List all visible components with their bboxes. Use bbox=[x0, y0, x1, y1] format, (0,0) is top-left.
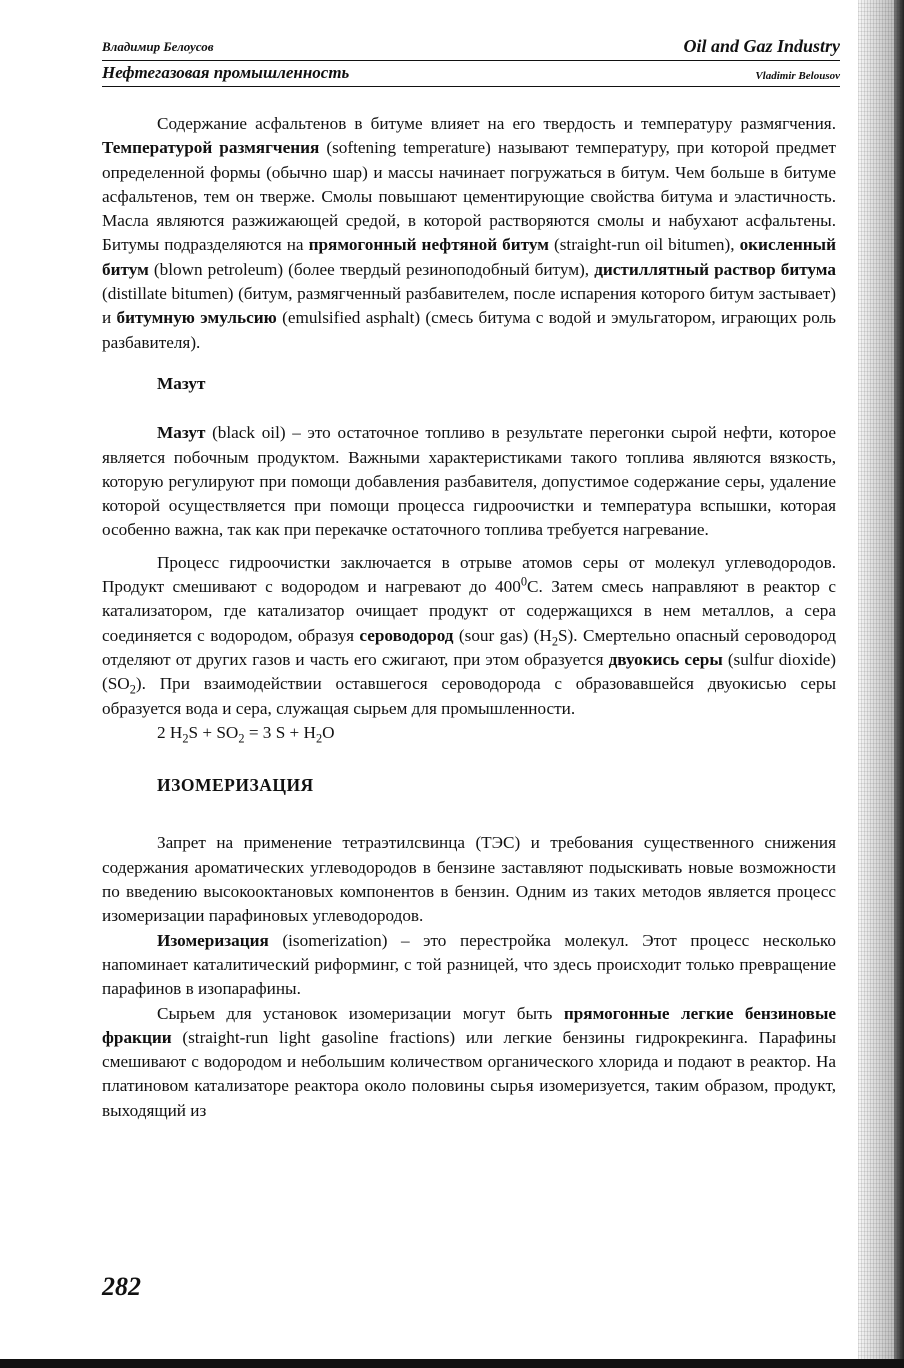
paragraph-isomerization-feedstock: Сырьем для установок изомеризации могут быть прямогонные легкие бензиновые фракции (straight-run light gasoline fractions) или легкие бензины гидрокрекинга. Парафины смешивают с водородом и небольшим количеством органического хлорида и подают в реактор. На платиновом катализаторе реактора около половины сырья изомеризуется, таким образом, продукт, выходящий из bbox=[102, 1003, 836, 1120]
running-header-bottom bbox=[102, 62, 840, 87]
header-author-en: Vladimir Belousov bbox=[755, 70, 840, 82]
term-straight-run-bitumen: прямогонный нефтяной битум bbox=[308, 235, 549, 255]
header-author-ru: Владимир Белоусов bbox=[102, 39, 214, 54]
paragraph-hydrotreating: Процесс гидроочистки заключается в отрыве атомов серы от молекул углеводородов. Продукт смешивают с водородом и нагревают до $400^0С$. Затем смесь направляют в реактор с катализатором, где катализатор очищает продукт от содержащихся в нем металлов, а сера соединяется с водородом, образуя сероводород (sour gas) $(H_2S)$. Смертельно опасный сероводород отделяют от других газов и часть его сжигают, при этом образуется двуокись серы (sulfur dioxide) $(SO_2)$. При взаимодействии оставшегося сероводорода с образовавшейся двуокисью серы образуется вода и сера, служащая сырьем для промышленности. bbox=[102, 552, 836, 718]
page-body bbox=[102, 112, 836, 1123]
paragraph-bitumen: Содержание асфальтенов в битуме влияет на его твердость и температуру размягчения. Температурой размягчения (softening temperature) называют температуру, при которой предмет определенной формы (обычно шар) и массы начинает погружаться в битум. Чем больше в битуме асфальтенов, тем он тверже. Смолы повышают цементирующие свойства битума и эластичность. Масла являются разжижающей средой, в которой растворяются смолы и набухают асфальтены. Битумы подразделяются на прямогонный нефтяной битум (straight-run oil bitumen), окисленный битум (blown petroleum) (более твердый резиноподобный битум), дистиллятный раствор битума (distillate bitumen) (битум, размягченный разбавителем, после испарения которого битум застывает) и битумную эмульсию (emulsified asphalt) (смесь битума с водой и эмульгатором, играющих роль разбавителя). bbox=[102, 114, 836, 352]
term-softening-temperature: Температурой размягчения bbox=[102, 138, 320, 158]
paragraph-isomerization-intro: Запрет на применение тетраэтилсвинца (ТЭС) и требования существенного снижения содержания ароматических углеводородов в бензине заставляют подыскивать новые возможности по введению высокооктановых компонентов в бензин. Одним из таких методов является процесс изомеризации парафиновых углеводородов. bbox=[102, 833, 836, 926]
scan-bottom-bar bbox=[0, 1359, 904, 1368]
section-heading-mazut: Мазут bbox=[157, 373, 206, 393]
page-number: 282 bbox=[102, 1272, 141, 1301]
header-title-en: Oil and Gaz Industry bbox=[683, 36, 840, 56]
term-blown-bitumen: окисленный битум bbox=[102, 235, 836, 279]
running-header-top bbox=[102, 30, 840, 61]
term-sulfur-dioxide: двуокись серы bbox=[608, 649, 723, 669]
paragraph-mazut: Мазут (black oil) – это остаточное топливо в результате перегонки сырой нефти, которое является побочным продуктом. Важными характеристиками такого топлива являются вязкость, которую регулируют при помощи добавления разбавителя, допустимое содержание серы, удаление которой осуществляется при помощи процесса гидроочистки и температура вспышки, которая особенно важна, так как при перекачке остаточного топлива требуется нагревание. bbox=[102, 423, 836, 540]
scan-dark-edge bbox=[894, 0, 904, 1368]
term-light-gasoline-fractions: прямогонные легкие бензиновые фракции bbox=[102, 1003, 836, 1047]
term-mazut: Мазут bbox=[157, 423, 206, 443]
term-bitumen-emulsion: битумную эмульсию bbox=[116, 308, 277, 328]
term-hydrogen-sulfide: сероводород bbox=[359, 625, 454, 645]
header-title-ru: Нефтегазовая промышленность bbox=[102, 63, 350, 82]
paragraph-isomerization-definition: Изомеризация (isomerization) – это перестройка молекул. Этот процесс несколько напоминает каталитический риформинг, с той разницей, что здесь происходит только превращение парафинов в изопарафины. bbox=[102, 930, 836, 999]
term-distillate-bitumen: дистиллятный раствор битума bbox=[594, 259, 836, 279]
scan-shadow-edge bbox=[858, 0, 904, 1368]
chemical-equation: 2 $H_2S + SO_2 = 3$ $S + H_2O$ bbox=[157, 722, 335, 746]
section-heading-isomerization: ИЗОМЕРИЗАЦИЯ bbox=[157, 775, 314, 796]
term-isomerization: Изомеризация bbox=[157, 930, 269, 950]
